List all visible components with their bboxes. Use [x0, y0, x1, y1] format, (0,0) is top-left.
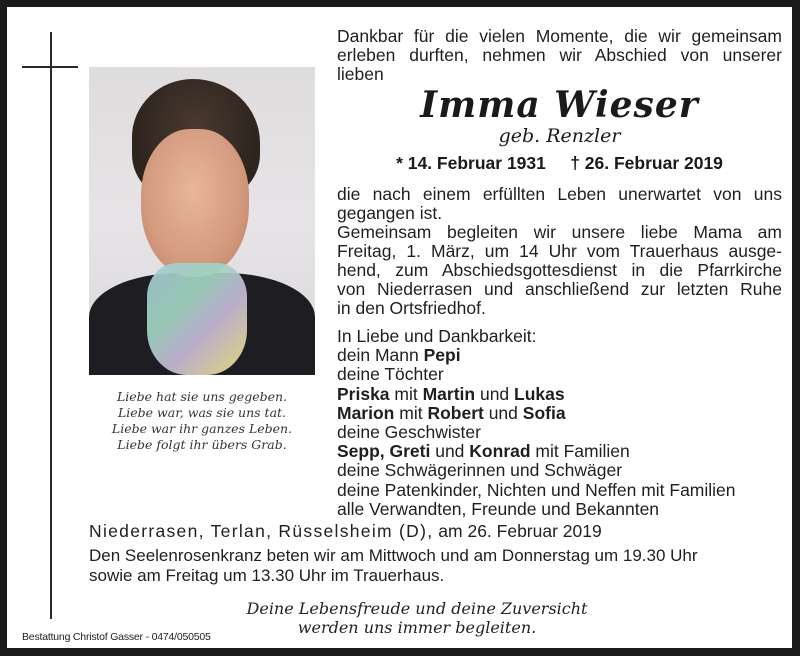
obituary-notice — [7, 7, 792, 648]
photo-face — [141, 129, 249, 277]
body-line: die nach einem erfüllten Leben unerwartet von uns — [337, 184, 782, 204]
body-line: von Niederrasen und anschließend zur letzten Ruhe — [337, 279, 782, 299]
connector: und — [430, 441, 470, 462]
motto-line: Deine Lebensfreude und deine Zuversicht — [246, 599, 588, 618]
sibling-name: Konrad — [469, 441, 531, 462]
connector: mit — [389, 383, 423, 404]
photo-scarf — [147, 263, 247, 375]
motto-line: werden uns immer begleiten. — [297, 618, 537, 637]
body-line: hend, zum Abschiedsgottesdienst in die Pfarrkirche — [337, 260, 782, 280]
mourner-daughter-family — [337, 404, 782, 423]
body-line: in den Ortsfriedhof. — [337, 298, 486, 318]
cross-icon-vertical — [50, 32, 52, 619]
label: dein Mann — [337, 345, 424, 366]
intro-line: Dankbar für die vielen Momente, die wir gemeinsam — [337, 26, 782, 46]
portrait-photo — [89, 67, 315, 375]
grandchild-name: Martin — [422, 383, 476, 404]
siblings-label: deine Geschwister — [337, 422, 481, 443]
daughter-name: Priska — [337, 383, 390, 404]
poem-line: Liebe hat sie uns gegeben. — [116, 389, 288, 404]
connector: mit Familien — [530, 441, 630, 462]
intro-text — [337, 27, 782, 84]
mourner-husband — [337, 346, 782, 365]
rosary-line: Den Seelenrosenkranz beten wir am Mittwoch und am Donnerstag um 19.30 Uhr — [89, 546, 698, 565]
husband-name: Pepi — [423, 345, 461, 366]
poem-line: Liebe war ihr ganzes Leben. — [111, 421, 293, 436]
connector: und — [475, 383, 515, 404]
place-and-date — [89, 521, 789, 541]
daughters-label: deine Töchter — [337, 364, 444, 385]
rosary-line: sowie am Freitag um 13.30 Uhr im Trauerhaus. — [89, 566, 445, 585]
mourners-list — [337, 327, 782, 519]
notice-date: am 26. Februar 2019 — [433, 521, 602, 541]
life-dates — [337, 153, 782, 173]
closing-motto — [237, 599, 597, 637]
poem-line: Liebe war, was sie uns tat. — [117, 405, 287, 420]
mourner-godchildren: deine Patenkinder, Nichten und Neffen mit Familien — [337, 479, 736, 500]
connector: mit — [394, 402, 428, 423]
funeral-details — [337, 185, 782, 318]
deceased-name: Imma Wieser — [420, 84, 699, 126]
birth-date: * 14. Februar 1931 — [396, 153, 546, 173]
mourner-daughter-family — [337, 385, 782, 404]
grandchild-name: Lukas — [514, 383, 565, 404]
intro-line: erleben durften, nehmen wir Abschied von unserer — [337, 45, 782, 65]
poem-line: Liebe folgt ihr übers Grab. — [117, 437, 287, 452]
mourner-relatives: alle Verwandten, Freunde und Bekannten — [337, 498, 660, 519]
grandchild-name: Sofia — [522, 402, 566, 423]
connector: und — [483, 402, 523, 423]
sibling-names: Sepp, Greti — [337, 441, 431, 462]
intro-line: lieben — [337, 64, 384, 84]
body-line: Gemeinsam begleiten wir unsere liebe Mama am — [337, 222, 782, 242]
poem — [89, 389, 315, 453]
death-date: † 26. Februar 2019 — [570, 153, 723, 173]
rosary-info — [89, 546, 789, 586]
mourner-siblings — [337, 442, 782, 461]
body-line: Freitag, 1. März, um 14 Uhr vom Trauerhaus ausge- — [337, 241, 782, 261]
body-line: gegangen ist. — [337, 203, 443, 223]
mourner-in-laws: deine Schwägerinnen und Schwäger — [337, 460, 623, 481]
places: Niederrasen, Terlan, Rüsselsheim (D), — [89, 521, 434, 541]
cross-icon-horizontal — [22, 66, 78, 68]
funeral-home-credit: Bestattung Christof Gasser - 0474/050505 — [22, 631, 211, 643]
daughter-name: Marion — [337, 402, 395, 423]
grandchild-name: Robert — [427, 402, 484, 423]
mourners-heading: In Liebe und Dankbarkeit: — [337, 326, 537, 346]
maiden-name: geb. Renzler — [498, 125, 621, 147]
